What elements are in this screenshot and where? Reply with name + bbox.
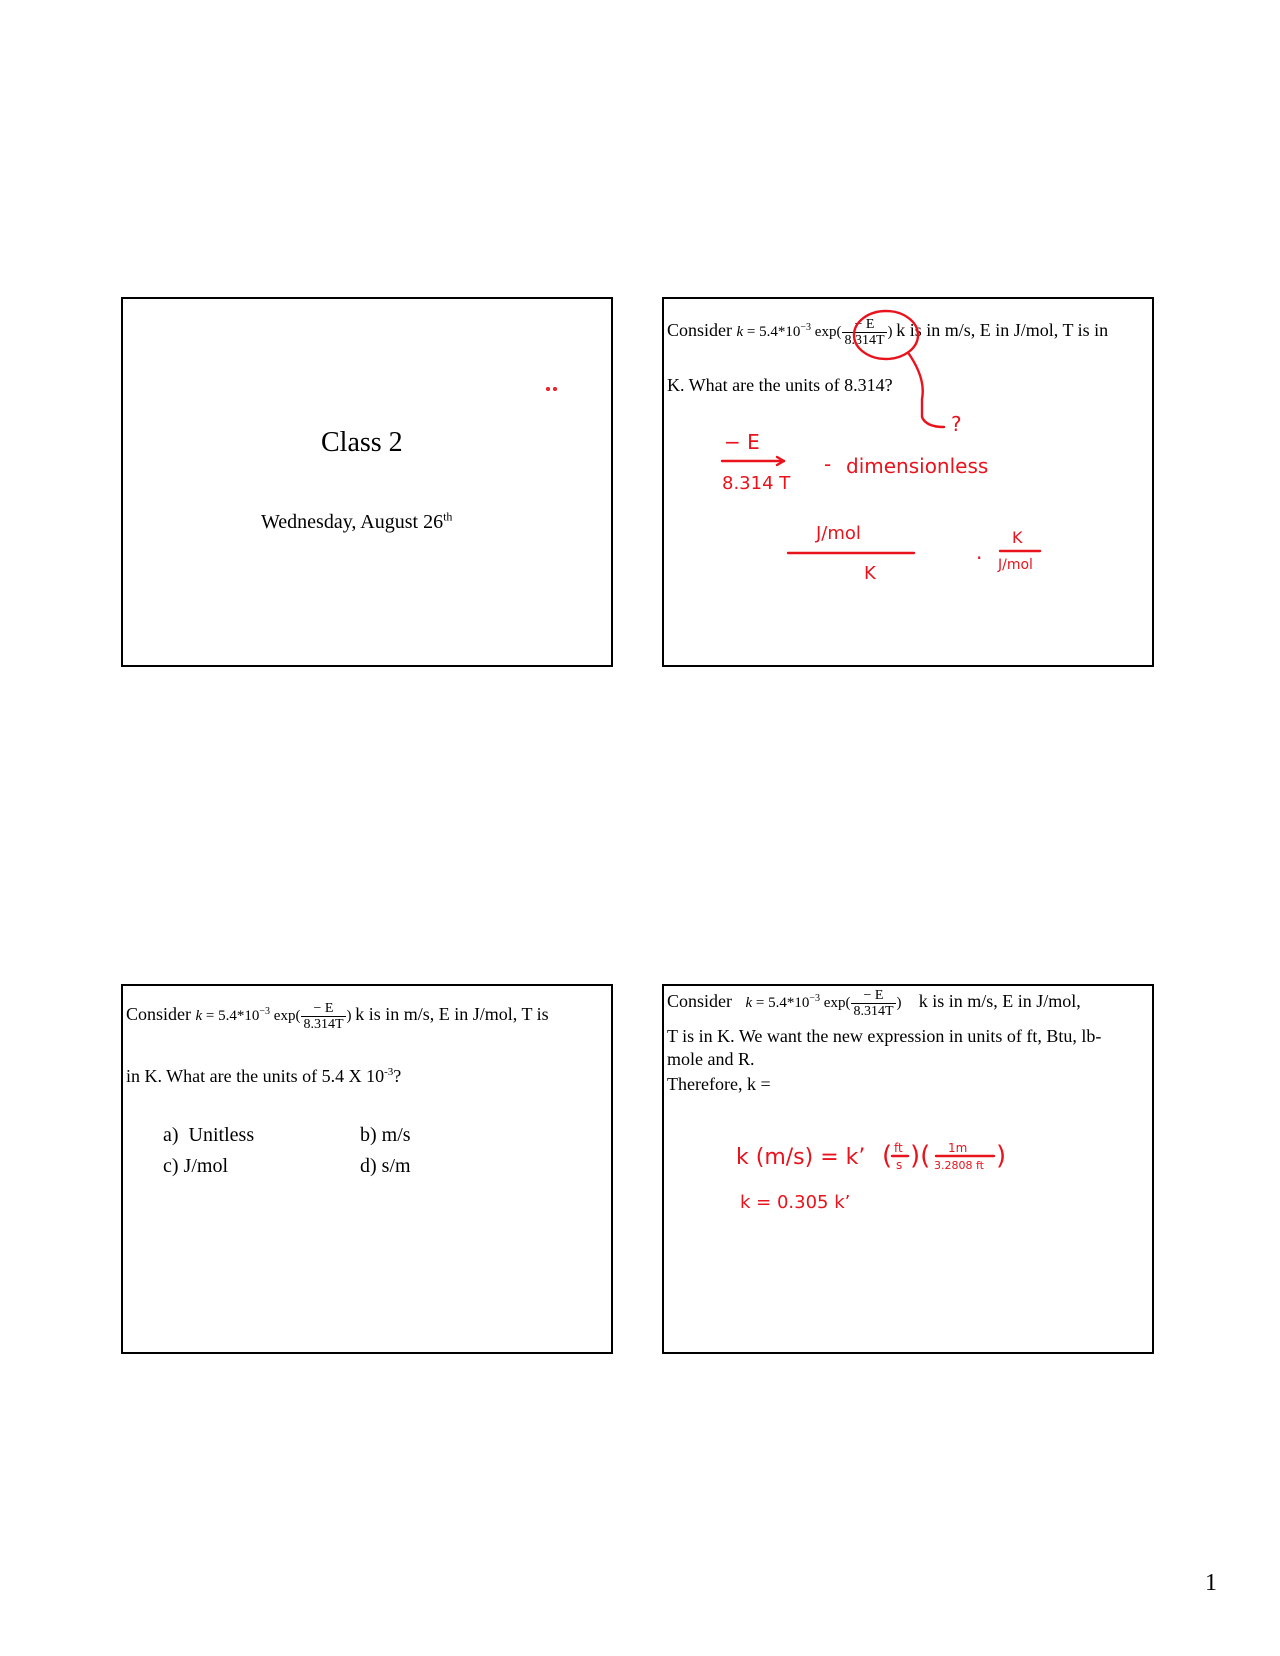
option-c[interactable]: c) J/mol: [163, 1155, 228, 1177]
svg-text:K: K: [864, 563, 876, 584]
question-line-1: Consider $k = 5.4*10^{-3}$ exp( $\frac{- E}{8.314T}$ ) k is in m/s, E in J/mol, T is: [126, 1001, 549, 1032]
exponent-fraction: $\frac{- E}{8.314T}$: [844, 317, 885, 348]
ink-dots: [123, 299, 613, 667]
slide-4: [662, 984, 1154, 1354]
question-line-2: K. What are the units of 8.314?: [667, 375, 893, 395]
option-d[interactable]: d) s/m: [360, 1155, 411, 1177]
svg-text:ft: ft: [894, 1141, 903, 1155]
svg-text:1m: 1m: [948, 1141, 968, 1155]
slide-date: Wednesday, August 26th: [261, 509, 453, 533]
svg-text:-: -: [824, 452, 832, 476]
svg-text:J/mol: J/mol: [998, 557, 1033, 573]
svg-text:3.2808 ft: 3.2808 ft: [934, 1159, 984, 1172]
exponent-fraction: $\frac{- E}{8.314T}$: [853, 988, 894, 1019]
rate-equation: $k = 5.4*10^{-3}$ exp( $\frac{- E}{8.314T}$ ): [736, 317, 893, 348]
svg-text:J/mol: J/mol: [816, 523, 861, 544]
slide-2: [662, 297, 1154, 667]
svg-text:s: s: [896, 1158, 903, 1172]
question-line-1: Consider $k = 5.4*10^{-3}$ exp( $\frac{- E}{8.314T}$ ) k is in m/s, E in J/mol,: [667, 988, 1081, 1019]
slide-1: [121, 297, 613, 667]
svg-text:): ): [996, 1141, 1007, 1171]
svg-text:k (m/s) = k’: k (m/s) = k’: [736, 1145, 866, 1170]
option-b[interactable]: b) m/s: [360, 1124, 411, 1146]
svg-text:dimensionless: dimensionless: [846, 454, 989, 478]
question-line-4: Therefore, k =: [667, 1074, 771, 1094]
exponent-fraction: $\frac{- E}{8.314T}$: [303, 1001, 344, 1032]
svg-text:− E: − E: [724, 430, 760, 454]
rate-equation: $k = 5.4*10^{-3}$ exp( $\frac{- E}{8.314T}$ ): [745, 988, 902, 1019]
svg-text:K: K: [1012, 528, 1023, 547]
svg-text:)(: )(: [910, 1141, 931, 1171]
slide-3: [121, 984, 613, 1354]
svg-text:·: ·: [976, 546, 983, 570]
handwritten-annotations: [664, 299, 1154, 667]
page-number: 1: [1205, 1570, 1217, 1596]
option-a[interactable]: a) Unitless: [163, 1124, 255, 1146]
svg-text:8.314 T: 8.314 T: [722, 473, 791, 494]
question-line-3: mole and R.: [667, 1049, 755, 1069]
handwritten-annotations: [664, 986, 1154, 1354]
svg-text:?: ?: [951, 412, 962, 436]
question-line-2: in K. What are the units of 5.4 X $10^{-3}$?: [126, 1066, 402, 1086]
svg-text:k = 0.305 k’: k = 0.305 k’: [740, 1192, 851, 1213]
rate-equation: $k = 5.4*10^{-3}$ exp( $\frac{- E}{8.314T}$ ): [195, 1001, 352, 1032]
question-line-1: Consider $k = 5.4*10^{-3}$ exp( $\frac{- E}{8.314T}$ ) k is in m/s, E in J/mol, T is in: [667, 317, 1109, 348]
question-line-2: T is in K. We want the new expression in units of ft, Btu, lb-: [667, 1026, 1102, 1046]
svg-text:(: (: [882, 1141, 893, 1171]
slide-title: Class 2: [321, 427, 403, 458]
